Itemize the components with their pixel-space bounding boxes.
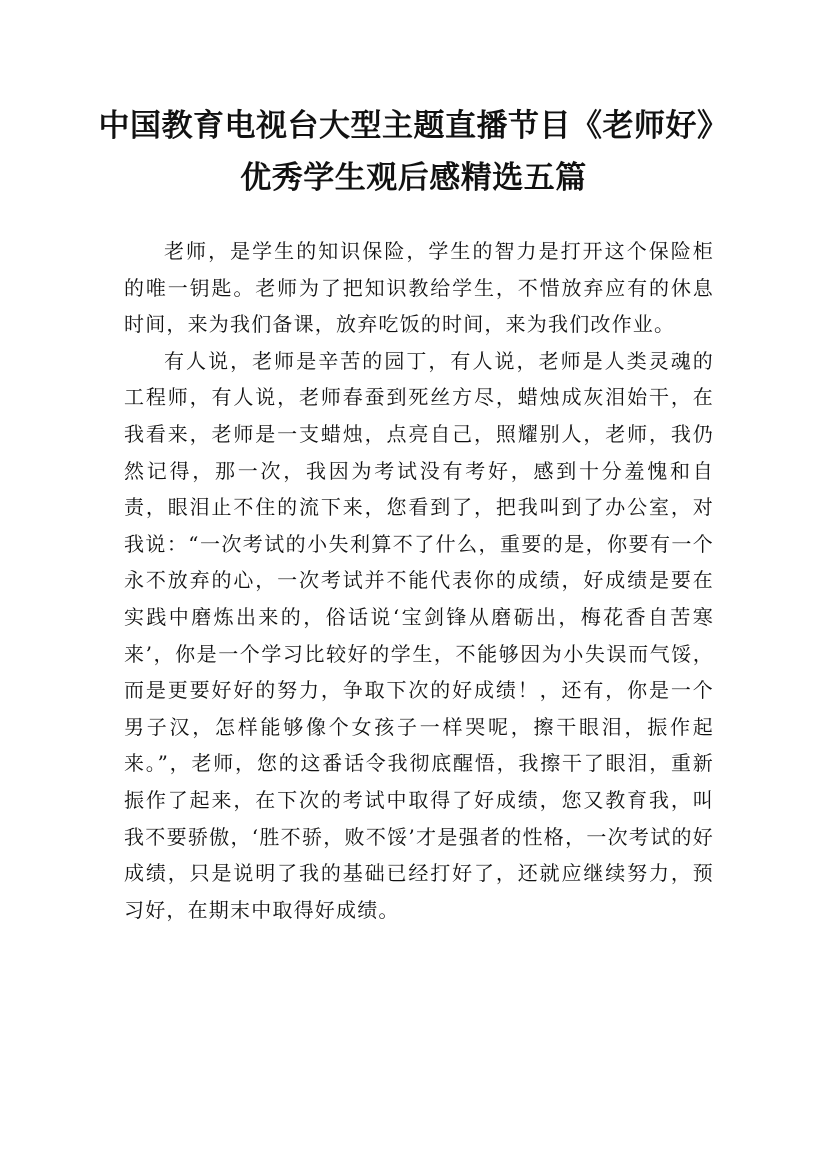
title-line-2: 优秀学生观后感精选五篇: [240, 160, 587, 196]
document-body: [124, 233, 714, 928]
title-line-1: 中国教育电视台大型主题直播节目《老师好》: [98, 108, 729, 144]
paragraph-2: 有人说，老师是辛苦的园丁，有人说，老师是人类灵魂的工程师，有人说，老师春蚕到死丝方尽，蜡烛成灰泪始干，在我看来，老师是一支蜡烛，点亮自己，照耀别人，老师，我仍然记得，那一次，我因为考试没有考好，感到十分羞愧和自责，眼泪止不住的流下来，您看到了，把我叫到了办公室，对我说：“一次考试的小失利算不了什么，重要的是，你要有一个永不放弃的心，一次考试并不能代表你的成绩，好成绩是要在实践中磨炼出来的，俗话说‘宝剑锋从磨砺出，梅花香自苦寒来’，你是一个学习比较好的学生，不能够因为小失误而气馁，而是更要好好的努力，争取下次的好成绩！，还有，你是一个男子汉，怎样能够像个女孩子一样哭呢，擦干眼泪，振作起来。”，老师，您的这番话令我彻底醒悟，我擦干了眼泪，重新振作了起来，在下次的考试中取得了好成绩，您又教育我，叫我不要骄傲，‘胜不骄，败不馁’才是强者的性格，一次考试的好成绩，只是说明了我的基础已经打好了，还就应继续努力，预习好，在期末中取得好成绩。: [124, 348, 714, 922]
paragraph-1: 老师，是学生的知识保险，学生的智力是打开这个保险柜的唯一钥匙。老师为了把知识教给学生，不惜放弃应有的休息时间，来为我们备课，放弃吃饭的时间，来为我们改作业。: [124, 239, 714, 337]
document-title: [60, 100, 767, 204]
